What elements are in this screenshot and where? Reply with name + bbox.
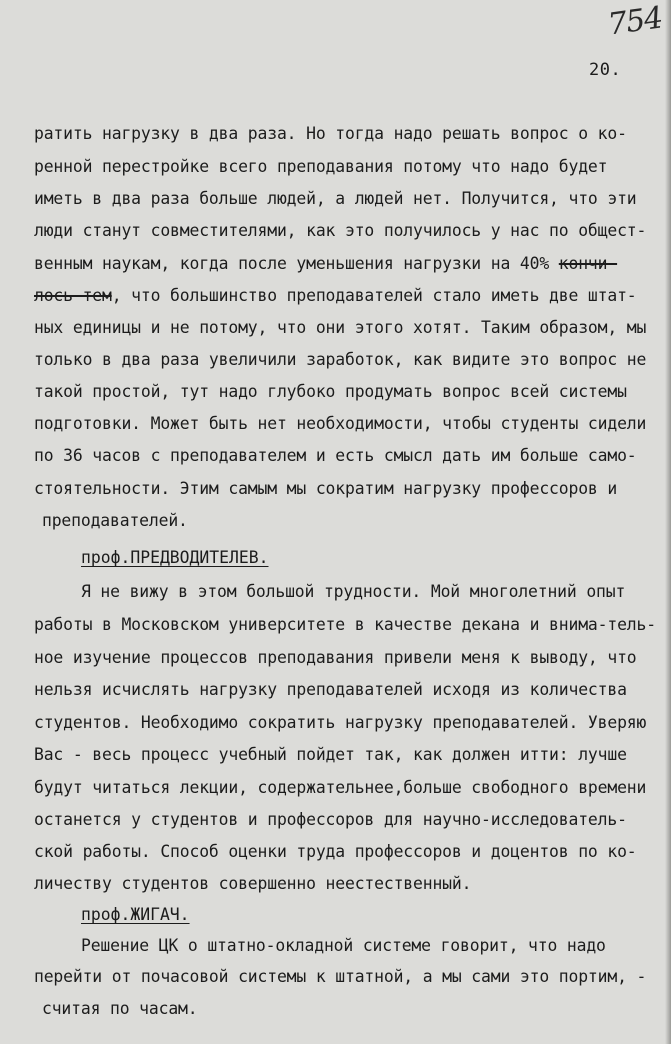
text-line: считая по часам.	[42, 999, 198, 1018]
text-line: такой простой, тут надо глубоко продумать вопрос всей системы	[34, 382, 627, 401]
text-line: студентов. Необходимо сократить нагрузку преподавателей. Уверяю	[34, 713, 647, 732]
text-line: только в два раза увеличили заработок, как видите это вопрос не	[34, 350, 647, 369]
text-line: останется у студентов и профессоров для научно-исследователь-	[34, 810, 627, 829]
text-line: личеству студентов совершенно неестественный.	[34, 874, 472, 893]
text-line: ской работы. Способ оценки труда профессоров и доцентов по ко-	[34, 842, 637, 861]
text-segment: венным наукам, когда после уменьшения нагрузки на 40%	[34, 254, 550, 273]
struck-text: лось тем	[34, 286, 112, 305]
text-line: ных единицы и не потому, что они этого хотят. Таким образом, мы	[34, 318, 647, 337]
text-line: подготовки. Может быть нет необходимости, чтобы студенты сидели	[34, 414, 647, 433]
text-line: преподавателей.	[42, 511, 188, 530]
text-line: Я не вижу в этом большой трудности. Мой многолетний опыт	[81, 582, 626, 601]
text-line: люди станут совместителями, как это получилось у нас по общест-	[34, 221, 647, 240]
text-line: по 36 часов с преподавателем и есть смысл дать им больше само-	[34, 446, 637, 465]
text-line: Решение ЦК о штатно-окладной системе говорит, что надо	[81, 936, 606, 955]
text-segment: , что большинство преподавателей стало иметь две штат-	[111, 286, 637, 305]
speaker-name: проф.ПРЕДВОДИТЕЛЕВ.	[81, 548, 269, 567]
text-line	[34, 254, 617, 274]
text-line: ренной перестройке всего преподавания потому что надо будет	[34, 157, 608, 176]
page-edge-shadow	[665, 0, 671, 1044]
text-line: нельзя исчислять нагрузку преподавателей исходя из количества	[34, 680, 627, 699]
speaker-name: проф.ЖИГАЧ.	[81, 905, 190, 924]
text-line: иметь в два раза больше людей, а людей нет. Получится, что эти	[34, 189, 637, 208]
page-number: 20.	[589, 60, 622, 80]
text-line	[34, 286, 637, 306]
text-line: Вас - весь процесс учебный пойдет так, как должен итти: лучше	[34, 745, 627, 764]
archive-folio-number: 754	[605, 0, 665, 43]
text-line: ное изучение процессов преподавания привели меня к выводу, что	[34, 648, 637, 667]
text-line: перейти от почасовой системы к штатной, а мы сами это портим, -	[34, 967, 647, 986]
text-line: стоятельности. Этим самым мы сократим нагрузку профессоров и	[34, 479, 618, 498]
text-line: будут читаться лекции, содержательнее,больше свободного времени	[34, 778, 647, 797]
text-line: ратить нагрузку в два раза. Но тогда надо решать вопрос о ко-	[34, 124, 627, 143]
struck-text: кончи-	[558, 254, 618, 273]
text-line: работы в Московском университете в качестве декана и внима-тель-	[34, 615, 656, 634]
